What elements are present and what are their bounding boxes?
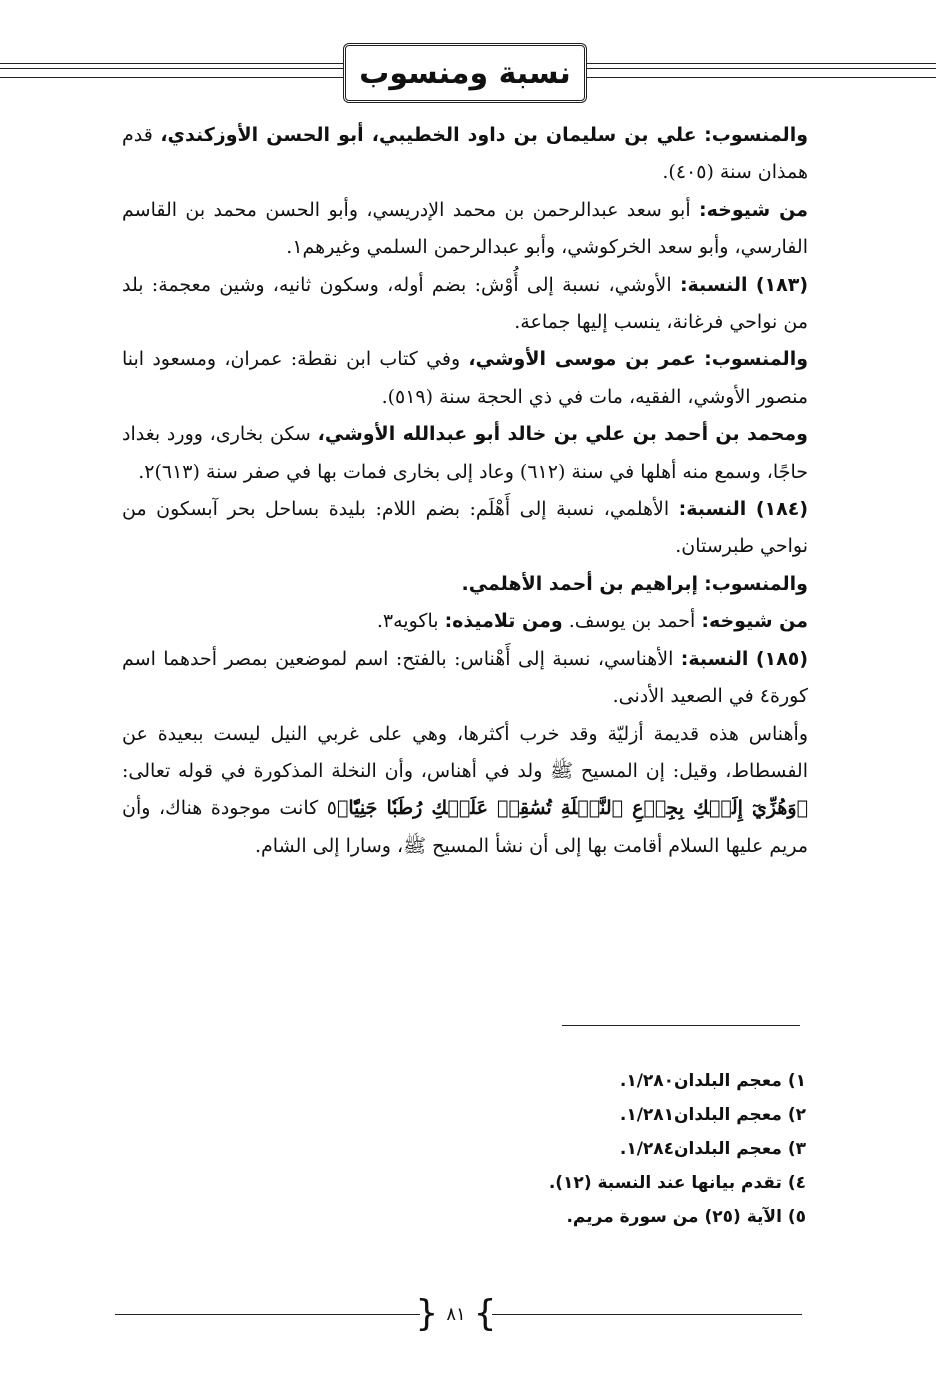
footnote-5: ٥) الآية (٢٥) من سورة مريم. bbox=[566, 1207, 806, 1227]
paragraph-1-text: قدم همذان سنة (٤٠٥). bbox=[122, 124, 808, 184]
page-number-rule-right bbox=[492, 1314, 802, 1315]
paragraph-10-text: وأهناس هذه قديمة أزليّة وقد خرب أكثرها، وهي على غربي النيل ليست ببعيدة عن الفسطاط، وقيل: إن المسيح ﷺ ولد في أهناس، وأن النخلة المذكورة في قوله تعالى: bbox=[122, 722, 808, 782]
paragraph-7-name: إبراهيم بن أحمد الأهلمي. bbox=[461, 572, 699, 595]
paragraph-5 bbox=[122, 416, 808, 491]
paragraph-4 bbox=[122, 341, 808, 416]
paragraph-9 bbox=[122, 641, 808, 716]
paragraph-4-name: عمر بن موسى الأوشي، bbox=[468, 348, 696, 371]
paragraph-10 bbox=[122, 716, 808, 866]
paragraph-3 bbox=[122, 267, 808, 342]
paragraph-6-number: (١٨٤) bbox=[755, 498, 808, 521]
brace-left-icon: { bbox=[415, 1293, 439, 1334]
paragraph-10-text-2: ٥ كانت موجودة هناك، وأن مريم عليها السلام أقامت بها إلى أن نشأ المسيح ﷺ، وسارا إلى الشام. bbox=[122, 797, 808, 857]
paragraph-6 bbox=[122, 491, 808, 566]
paragraph-1-lead: والمنسوب: bbox=[704, 124, 809, 146]
paragraph-6-text: الأهلمي، نسبة إلى أَهْلَم: بضم اللام: بليدة بساحل بحر آبسكون من نواحي طبرستان. bbox=[122, 498, 808, 558]
paragraph-9-number: (١٨٥) bbox=[755, 647, 809, 670]
paragraph-1-name: علي بن سليمان بن داود الخطيبي، أبو الحسن الأوزكندي، bbox=[160, 124, 697, 146]
quran-verse: ﴿وَهُزِّيٓ إِلَيۡكِ بِجِذۡعِ ٱلنَّخۡلَةِ تُسَٰقِطۡ عَلَيۡكِ رُطَبٗا جَنِيّٗا﴾ bbox=[336, 797, 808, 820]
footnote-2: ٢) معجم البلدان١/٢٨١. bbox=[619, 1105, 806, 1125]
paragraph-8-lead: من شيوخه: bbox=[701, 610, 808, 633]
paragraph-9-lead: النسبة: bbox=[680, 647, 749, 670]
footnote-separator bbox=[562, 1025, 800, 1026]
paragraph-9-text: الأهناسي، نسبة إلى أَهْناس: بالفتح: اسم لموضعين بمصر أحدهما اسم كورة٤ في الصعيد الأدنى. bbox=[122, 647, 808, 708]
paragraph-5-text: سكن بخارى، وورد بغداد حاجًا، وسمع منه أهلها في سنة (٦١٢) وعاد إلى بخارى فمات بها في صفر سنة (٦١٣)٢. bbox=[122, 423, 808, 483]
header-title-box bbox=[343, 43, 587, 103]
paragraph-7-lead: والمنسوب: bbox=[704, 572, 808, 595]
brace-right-icon: } bbox=[473, 1293, 497, 1334]
footnote-3: ٣) معجم البلدان١/٢٨٤. bbox=[619, 1139, 806, 1159]
paragraph-4-text: وفي كتاب ابن نقطة: عمران، ومسعود ابنا منصور الأوشي، الفقيه، مات في ذي الحجة سنة (٥١٩). bbox=[122, 348, 808, 408]
page-number-box bbox=[415, 1293, 497, 1334]
footnote-4: ٤) تقدم بيانها عند النسبة (١٢). bbox=[548, 1173, 806, 1193]
paragraph-2-lead: من شيوخه: bbox=[699, 198, 808, 221]
page-number: ٨١ bbox=[446, 1303, 466, 1325]
paragraph-8 bbox=[122, 603, 808, 640]
paragraph-5-name: ومحمد بن أحمد بن علي بن خالد أبو عبدالله الأوشي، bbox=[317, 423, 808, 446]
paragraph-8-text-2: باكويه٣. bbox=[376, 610, 445, 633]
paragraph-8-lead-2: ومن تلاميذه: bbox=[444, 610, 563, 633]
paragraph-2 bbox=[122, 192, 808, 267]
paragraph-6-lead: النسبة: bbox=[678, 498, 747, 521]
paragraph-3-text: الأوشي، نسبة إلى أُوْش: بضم أوله، وسكون ثانيه، وشين معجمة: بلد من نواحي فرغانة، ينسب إليها جماعة. bbox=[122, 273, 808, 334]
footnotes bbox=[306, 1064, 806, 1234]
page-number-rule-left bbox=[115, 1314, 420, 1315]
body-text bbox=[122, 117, 808, 865]
paragraph-2-text: أبو سعد عبدالرحمن بن محمد الإدريسي، وأبو الحسن محمد بن القاسم الفارسي، وأبو سعد الخركوشي، وأبو عبدالرحمن السلمي وغيرهم١. bbox=[122, 198, 808, 259]
paragraph-1 bbox=[122, 117, 808, 192]
paragraph-7 bbox=[122, 566, 808, 603]
header-title: نسبة ومنسوب bbox=[359, 55, 571, 91]
footnote-1: ١) معجم البلدان١/٢٨٠. bbox=[619, 1071, 806, 1091]
paragraph-3-number: (١٨٣) bbox=[755, 273, 808, 296]
paragraph-8-text: أحمد بن يوسف. bbox=[562, 610, 702, 633]
paragraph-4-lead: والمنسوب: bbox=[704, 348, 809, 371]
paragraph-3-lead: النسبة: bbox=[679, 273, 748, 296]
